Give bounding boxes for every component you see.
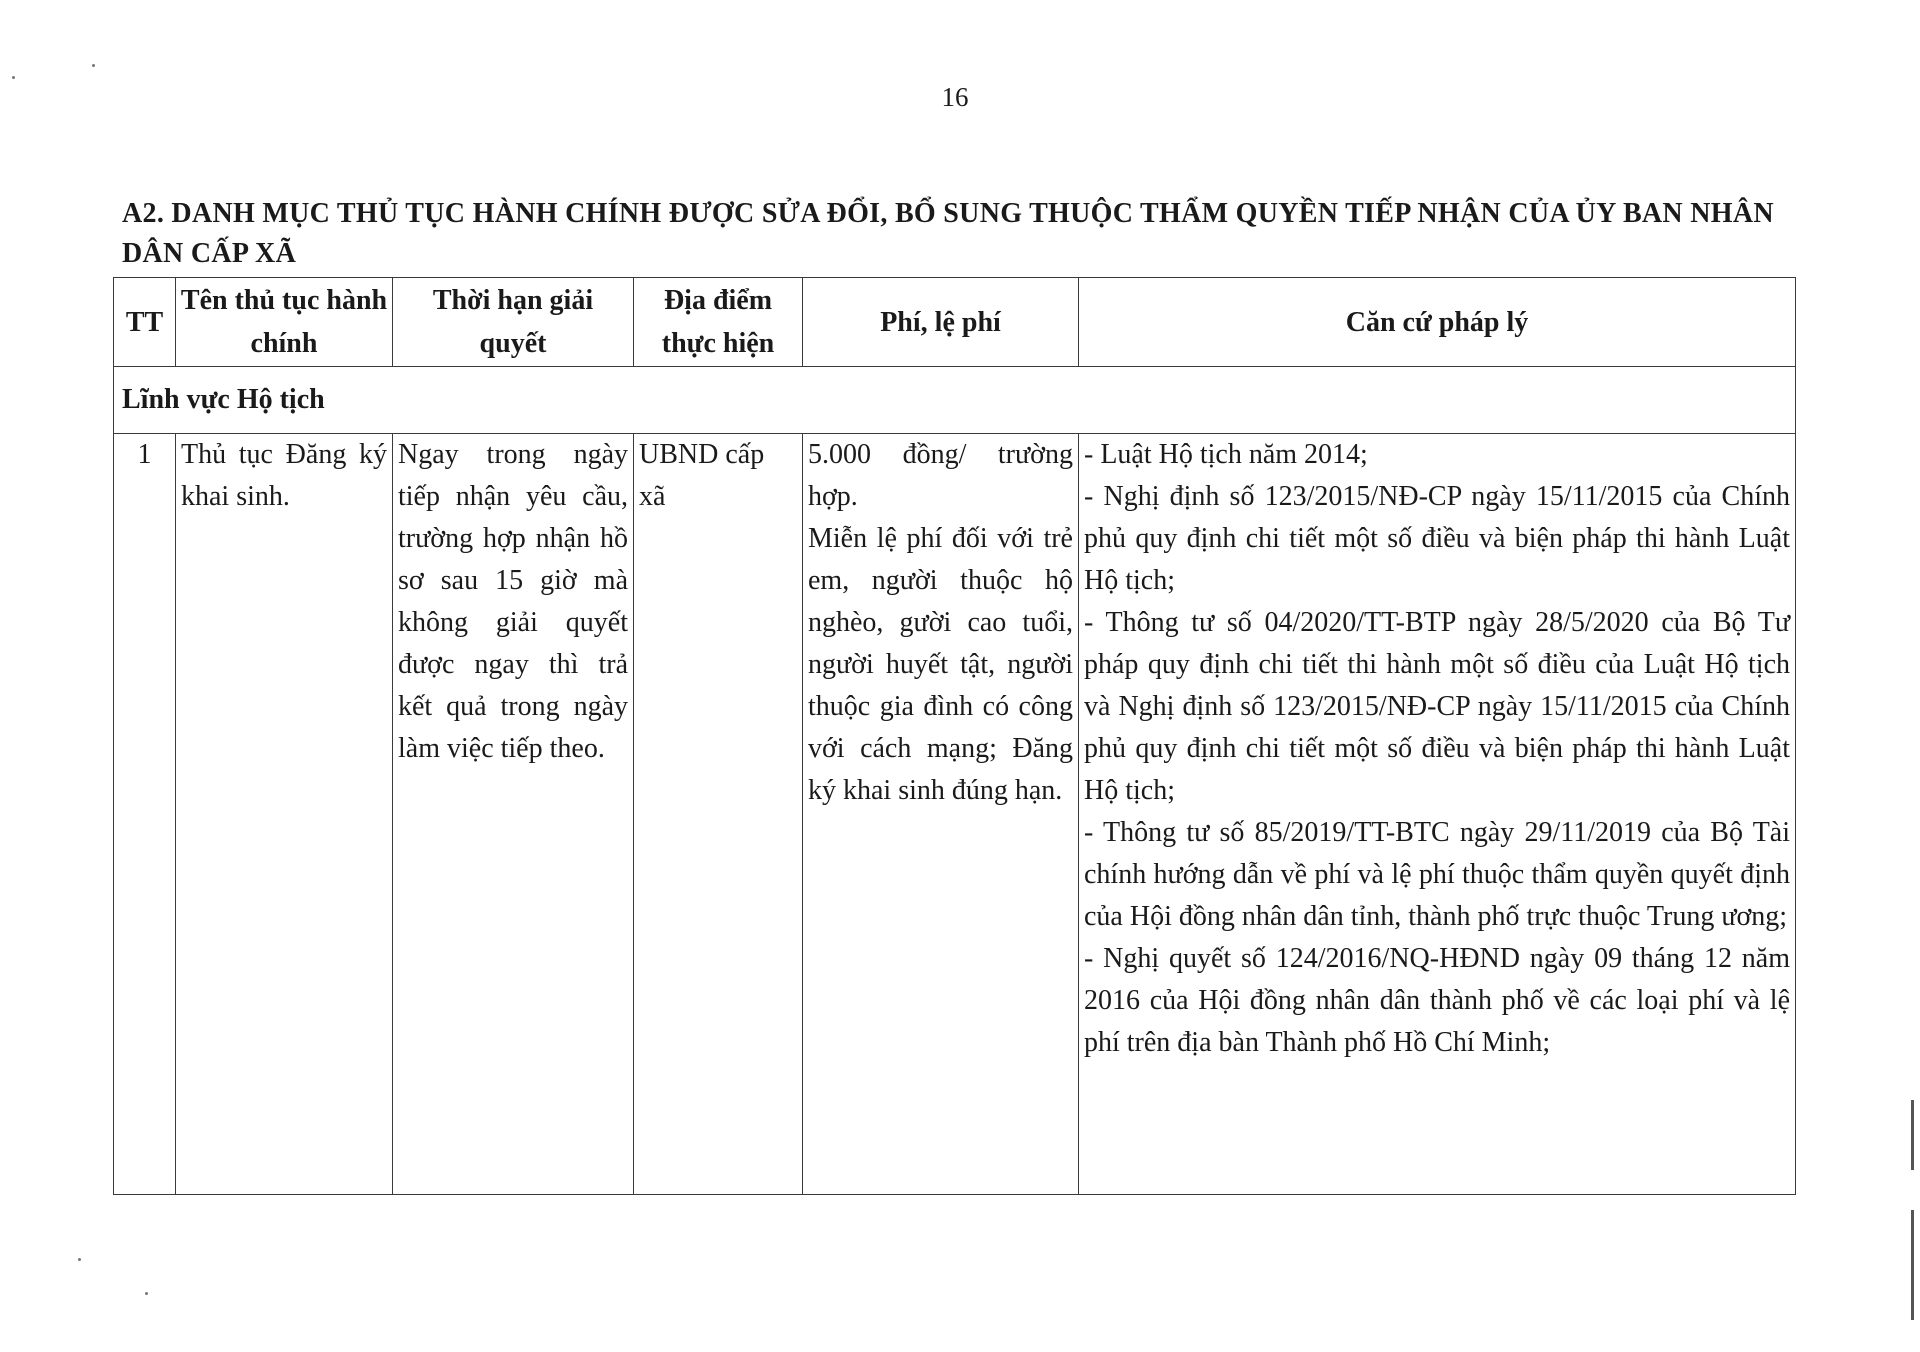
legal-item: - Nghị quyết số 124/2016/NQ-HĐND ngày 09 tháng 12 năm 2016 của Hội đồng nhân dân thành phố về các loại phí và lệ phí trên địa bàn Thành phố Hồ Chí Minh; — [1084, 943, 1790, 1058]
header-legal-basis: Căn cứ pháp lý — [1079, 278, 1796, 367]
section-row — [114, 367, 1796, 434]
scan-edge-mark — [1911, 1100, 1914, 1170]
fee-line: 5.000 đồng/ trường hợp. — [808, 439, 1073, 512]
table-header-row — [114, 278, 1796, 367]
row-procedure-name: Thủ tục Đăng ký khai sinh. — [176, 434, 393, 1195]
section-label: Lĩnh vực Hộ tịch — [114, 367, 1796, 434]
header-procedure-name: Tên thủ tục hành chính — [176, 278, 393, 367]
scan-speck — [12, 76, 15, 79]
legal-item: - Nghị định số 123/2015/NĐ-CP ngày 15/11/2015 của Chính phủ quy định chi tiết một số điều và biện pháp thi hành Luật Hộ tịch; — [1084, 481, 1790, 596]
legal-item: - Thông tư số 85/2019/TT-BTC ngày 29/11/2019 của Bộ Tài chính hướng dẫn về phí và lệ phí thuộc thẩm quyền quyết định của Hội đồng nhân dân tỉnh, thành phố trực thuộc Trung ương; — [1084, 817, 1790, 932]
scan-edge-mark — [1911, 1210, 1914, 1320]
row-duration: Ngay trong ngày tiếp nhận yêu cầu, trường hợp nhận hồ sơ sau 15 giờ mà không giải quyết được ngay thì trả kết quả trong ngày làm việc tiếp theo. — [393, 434, 634, 1195]
header-tt: TT — [114, 278, 176, 367]
procedure-table — [113, 277, 1796, 1195]
row-legal-basis — [1079, 434, 1796, 1195]
scan-speck — [145, 1292, 148, 1295]
document-title: A2. DANH MỤC THỦ TỤC HÀNH CHÍNH ĐƯỢC SỬA ĐỔI, BỔ SUNG THUỘC THẨM QUYỀN TIẾP NHẬN CỦA ỦY BAN NHÂN DÂN CẤP XÃ — [122, 198, 1774, 269]
row-fees — [803, 434, 1079, 1195]
legal-item: - Luật Hộ tịch năm 2014; — [1084, 439, 1368, 470]
header-fees: Phí, lệ phí — [803, 278, 1079, 367]
scan-speck — [78, 1258, 81, 1261]
header-location: Địa điểm thực hiện — [634, 278, 803, 367]
row-tt: 1 — [114, 434, 176, 1195]
scan-speck — [92, 64, 95, 67]
legal-item: - Thông tư số 04/2020/TT-BTP ngày 28/5/2020 của Bộ Tư pháp quy định chi tiết thi hành một số điều của Luật Hộ tịch và Nghị định số 123/2015/NĐ-CP ngày 15/11/2015 của Chính phủ quy định chi tiết một số điều và biện pháp thi hành Luật Hộ tịch; — [1084, 607, 1790, 806]
table-row — [114, 434, 1796, 1195]
header-duration: Thời hạn giải quyết — [393, 278, 634, 367]
fee-exemption: Miễn lệ phí đối với trẻ em, người thuộc hộ nghèo, gười cao tuổi, người huyết tật, người thuộc gia đình có công với cách mạng; Đăng ký khai sinh đúng hạn. — [808, 523, 1073, 806]
row-location: UBND cấp xã — [634, 434, 803, 1195]
page-number: 16 — [941, 82, 969, 112]
